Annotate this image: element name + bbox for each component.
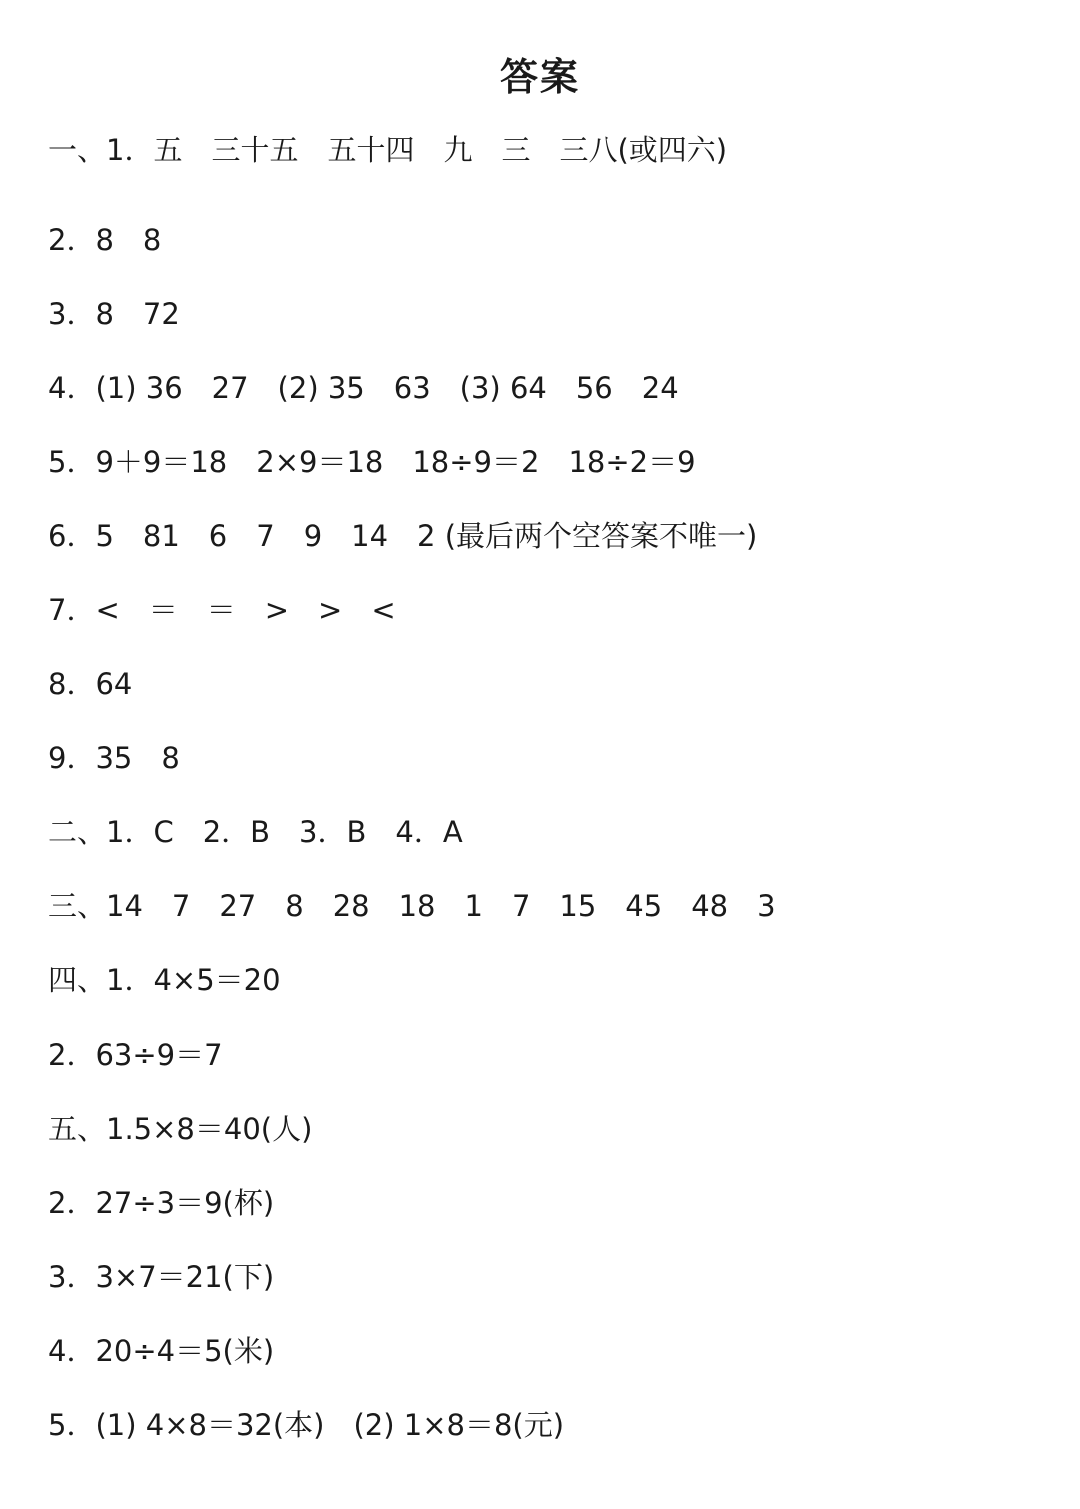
page-title: 答案 (499, 55, 580, 99)
answer-line: 4．(1) 36 27 (2) 35 63 (3) 64 56 24 (48, 370, 679, 405)
answer-line: 五、1.5×8＝40(人) (48, 1111, 313, 1146)
answer-line: 二、1．C 2．B 3．B 4．A (48, 815, 463, 850)
answer-line: 6．5 81 6 7 9 14 2 (最后两个空答案不唯一) (48, 518, 758, 553)
answer-line: 2．27÷3＝9(杯) (48, 1185, 275, 1220)
answer-line: 四、1．4×5＝20 (48, 963, 281, 998)
answer-line: 5．(1) 4×8＝32(本) (2) 1×8＝8(元) (48, 1408, 565, 1443)
answer-line: 3．8 72 (48, 296, 180, 331)
answer-line: 一、1．五 三十五 五十四 九 三 三八(或四六) (48, 132, 728, 167)
answer-line: 2．63÷9＝7 (48, 1037, 223, 1072)
answer-line: 4．20÷4＝5(米) (48, 1333, 275, 1368)
answer-line: 三、14 7 27 8 28 18 1 7 15 45 48 3 (48, 889, 776, 924)
answer-line: 5．9＋9＝18 2×9＝18 18÷9＝2 18÷2＝9 (48, 444, 696, 479)
answer-line: 2．8 8 (48, 222, 162, 257)
answer-list (48, 118, 1040, 1461)
answer-line: 7．< ＝ ＝ > > < (48, 593, 396, 628)
answer-line: 8．64 (48, 667, 133, 702)
answer-line: 3．3×7＝21(下) (48, 1259, 275, 1294)
answer-line: 9．35 8 (48, 741, 180, 776)
